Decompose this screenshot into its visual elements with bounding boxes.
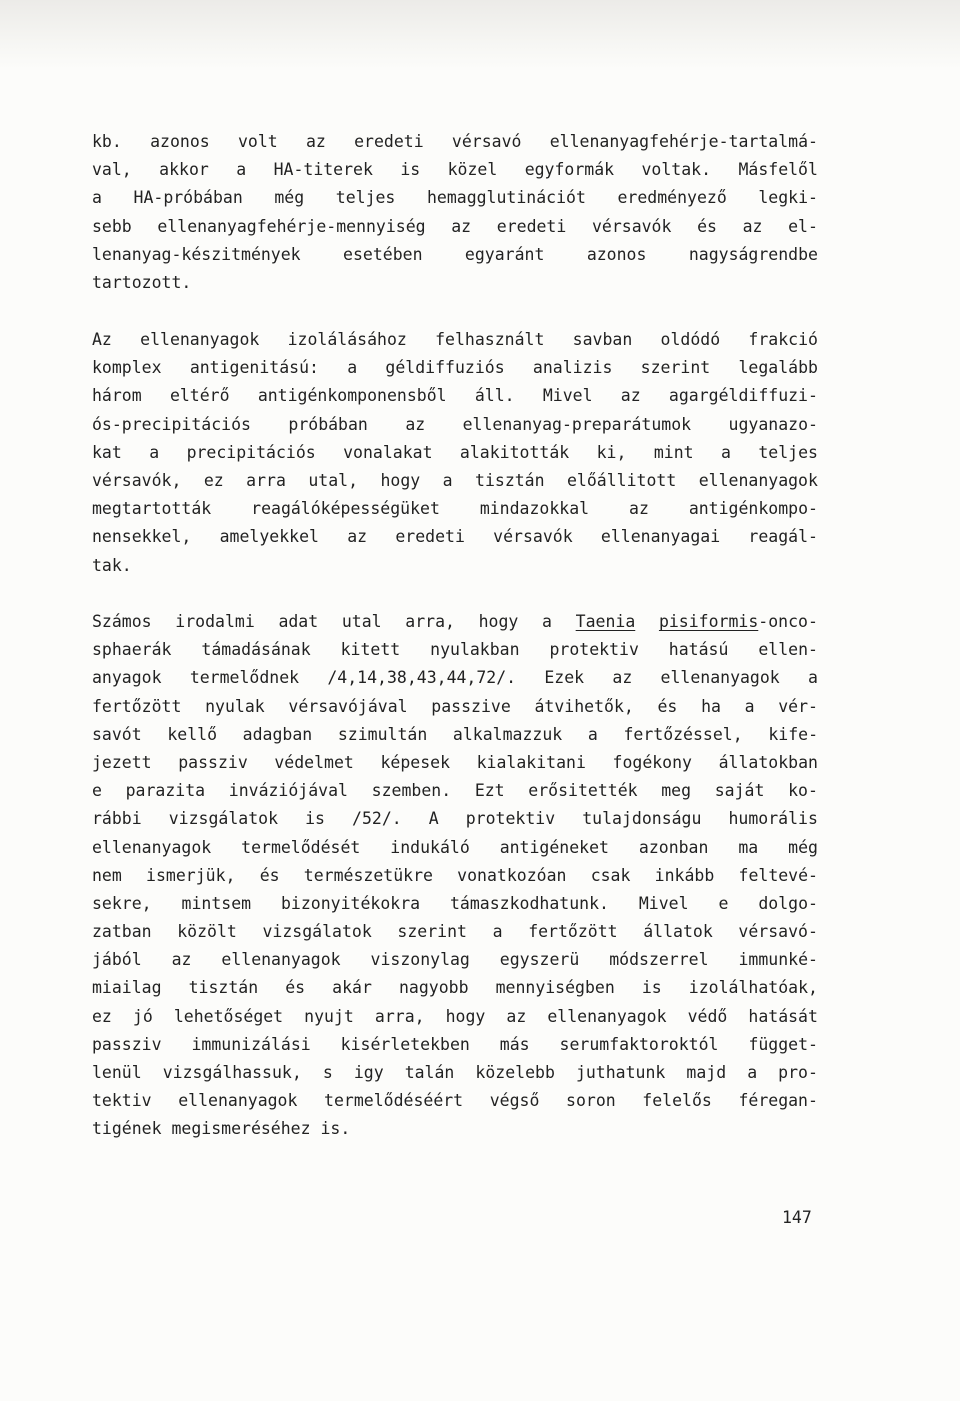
word: fertőzéssel,	[623, 724, 743, 744]
word: ellenanyagok	[660, 668, 780, 688]
text-line	[92, 862, 818, 890]
word: utal	[341, 612, 382, 631]
text-line: tartozott.	[92, 272, 192, 292]
word: sebb	[92, 216, 132, 236]
text-line	[92, 354, 818, 382]
word: ha	[701, 696, 721, 716]
word: talán	[404, 1063, 455, 1082]
word: az	[742, 216, 763, 236]
text-line	[92, 974, 818, 1002]
word: szemben.	[371, 781, 452, 801]
word: reagálóképességüket	[251, 499, 440, 519]
word: a	[492, 922, 503, 942]
word: egyszerü	[499, 950, 580, 970]
word: jezett	[92, 752, 152, 772]
word: és	[259, 865, 280, 885]
word: és	[697, 216, 717, 236]
word: jából	[92, 950, 142, 970]
word: ki,	[596, 442, 627, 462]
word: zatban	[92, 922, 152, 942]
word: csak	[590, 865, 631, 885]
word: adagban	[242, 724, 313, 744]
word: függet-	[748, 1034, 818, 1054]
word: termelődéséért	[324, 1091, 464, 1111]
word: megtartották	[92, 499, 212, 519]
word: utal,	[308, 470, 359, 490]
word: tisztán	[188, 978, 259, 998]
word: frakció	[748, 330, 818, 349]
word: precipitációs	[186, 442, 316, 462]
text-line	[92, 523, 818, 551]
word: ellenanyagfehérje-tartalmá-	[549, 132, 818, 151]
word: az	[451, 216, 472, 236]
word: végső	[489, 1091, 540, 1111]
underlined-term: Taenia	[575, 612, 636, 631]
word: a	[720, 442, 731, 462]
word: közelebb	[475, 1063, 555, 1082]
word: jó	[132, 1006, 153, 1026]
word: a	[92, 188, 102, 208]
word: sphaerák	[92, 640, 172, 660]
word: felelős	[642, 1091, 712, 1111]
text-line	[92, 467, 818, 495]
word: eredeti	[354, 132, 424, 151]
word: ez	[203, 470, 224, 490]
word: három	[92, 386, 142, 406]
word: savót	[92, 724, 142, 744]
word: mint	[653, 442, 694, 462]
word: Számos	[92, 612, 152, 631]
word: miailag	[92, 978, 162, 998]
word: is	[641, 978, 662, 998]
text-line	[92, 439, 818, 467]
word: erősitették	[528, 781, 638, 801]
word: izolálásához	[287, 330, 407, 349]
word: az	[612, 668, 633, 688]
word: indukáló	[390, 837, 470, 857]
word: immunizálási	[191, 1034, 311, 1054]
word: Az	[92, 330, 112, 349]
scan-top-shadow	[0, 0, 960, 70]
word: is	[305, 809, 325, 829]
word: HA-titerek	[273, 160, 373, 180]
text-line	[92, 890, 818, 918]
word: HA-próbában	[133, 188, 243, 208]
word: a	[236, 160, 247, 180]
word: arra,	[405, 612, 455, 631]
word: a	[747, 1063, 758, 1082]
word: ellenanyag-preparátumok	[462, 414, 692, 434]
word: szimultán	[337, 724, 428, 744]
word: izolálhatóak,	[688, 978, 818, 998]
text-line	[92, 693, 818, 721]
word: szerint	[397, 922, 467, 942]
word: vonatkozóan	[457, 865, 567, 885]
text-line	[92, 1003, 818, 1031]
word: vérsavók	[591, 216, 672, 236]
word: kat	[92, 442, 122, 462]
word: fertőzött	[92, 696, 182, 716]
word: kife-	[768, 724, 818, 744]
word: és	[285, 978, 306, 998]
word: nagyságrendbe	[688, 244, 818, 264]
text-line	[92, 946, 818, 974]
word: dolgo-	[758, 893, 818, 913]
word: eltérő	[169, 386, 230, 406]
word: passziv	[92, 1034, 162, 1054]
text-line	[92, 834, 818, 862]
word: arra	[246, 470, 286, 490]
word: még	[788, 837, 818, 857]
word: a	[442, 470, 453, 490]
paragraph-3	[92, 608, 818, 1144]
word: vér-	[778, 696, 818, 716]
text-line	[92, 382, 818, 410]
word: nem	[92, 865, 122, 885]
text-line: tigének megismeréséhez is.	[92, 1119, 351, 1139]
word: nyujt	[304, 1006, 354, 1026]
word: akkor	[159, 160, 209, 180]
word: előállitott	[567, 470, 677, 490]
word: ellenanyagok	[698, 470, 818, 490]
word: nyulakban	[430, 640, 520, 660]
paragraph-2	[92, 326, 818, 580]
word: hatású	[668, 640, 729, 660]
word: antigénkomponensből	[257, 386, 447, 406]
word: kialakitani	[476, 752, 586, 772]
word: ellenanyagok	[92, 837, 212, 857]
word: eredeti	[395, 527, 465, 547]
word: hogy	[445, 1006, 486, 1026]
word: e	[718, 893, 729, 913]
word: eredeti	[496, 216, 567, 236]
word: anyagok	[92, 668, 162, 688]
word: állatok	[643, 922, 713, 942]
word: ellenanyagok	[140, 330, 260, 349]
word: /52/.	[352, 809, 402, 829]
word: majd	[686, 1063, 727, 1082]
word: viszonylag	[370, 950, 470, 970]
word: tisztán	[475, 470, 545, 490]
word: Ezek	[544, 668, 585, 688]
word: az	[171, 950, 192, 970]
word: támaszkodhatunk.	[450, 893, 609, 913]
word: hogy	[478, 612, 519, 631]
text-line	[92, 128, 818, 156]
text-line	[92, 411, 818, 439]
word: közölt	[177, 922, 237, 942]
word: próbában	[288, 414, 368, 434]
word: antigenitású:	[189, 358, 319, 378]
word: az	[405, 414, 426, 434]
word: sekre,	[92, 893, 152, 913]
word: parazita	[125, 781, 206, 801]
word: reagál-	[748, 527, 818, 547]
word: Mivel	[542, 386, 593, 406]
word: irodalmi	[175, 612, 255, 631]
word: savban	[572, 330, 633, 349]
text-line	[92, 156, 818, 184]
word: vérsavójával	[288, 696, 408, 716]
word: meg	[661, 781, 692, 801]
word: antigéneket	[499, 837, 609, 857]
word: átvihetők,	[534, 696, 634, 716]
word: A	[428, 809, 439, 829]
word: az	[620, 386, 641, 406]
word: alkalmazzuk	[452, 724, 563, 744]
word: a	[587, 724, 598, 744]
word: lehetőséget	[173, 1006, 284, 1026]
word: nensekkel,	[92, 527, 192, 547]
word: módszerrel	[609, 950, 709, 970]
word: analizis	[532, 358, 613, 378]
word: ma	[738, 837, 759, 857]
word: vizsgálatok	[262, 922, 372, 942]
word: közel	[447, 160, 498, 180]
word: saját	[714, 781, 765, 801]
word: az	[347, 527, 368, 547]
word: tulajdonságu	[582, 809, 702, 829]
word: Mivel	[638, 893, 689, 913]
word: el-	[788, 216, 818, 236]
word: az	[629, 499, 649, 519]
word: inkább	[654, 865, 715, 885]
word: protektiv	[549, 640, 639, 660]
word: lenanyag-készitmények	[92, 244, 301, 264]
text-line	[92, 184, 818, 212]
word	[576, 608, 636, 636]
word: arra,	[374, 1006, 425, 1026]
word: inváziójával	[228, 781, 348, 801]
text-line	[92, 777, 818, 805]
word: ez	[92, 1006, 112, 1026]
word: immunké-	[738, 950, 818, 970]
word: felhasznált	[435, 330, 545, 349]
text-line	[92, 1059, 818, 1087]
word: agargéldiffuzi-	[668, 386, 818, 406]
word: s	[322, 1063, 333, 1082]
word: protektiv	[465, 809, 556, 829]
word: a	[542, 612, 552, 631]
word: védelmet	[274, 752, 354, 772]
word: /4,14,38,43,44,72/.	[327, 668, 517, 688]
word: soron	[566, 1091, 616, 1111]
word: voltak.	[641, 160, 712, 180]
word: feltevé-	[738, 865, 818, 885]
word: ugyanazo-	[728, 414, 818, 434]
word: vizsgálatok	[168, 809, 279, 829]
text-line	[92, 1087, 818, 1115]
text-line	[92, 636, 818, 664]
word: ismerjük,	[146, 865, 236, 885]
word: komplex	[92, 358, 162, 378]
word: természetükre	[303, 865, 433, 885]
word: azonos	[150, 132, 210, 151]
word: hatását	[748, 1006, 818, 1026]
word: Másfelől	[738, 160, 818, 180]
word: is	[400, 160, 421, 180]
word: ellen-	[758, 640, 818, 660]
word: adat	[278, 612, 319, 631]
word: esetében	[343, 244, 423, 264]
word: vérsavó-	[738, 922, 818, 942]
word: teljes	[758, 442, 818, 462]
word: kb.	[92, 132, 122, 151]
word: lenül	[92, 1063, 142, 1082]
word: termelődnek	[189, 668, 300, 688]
word: ellenanyagok	[178, 1091, 298, 1111]
word: és	[657, 696, 678, 716]
word: más	[499, 1034, 530, 1054]
word: vérsavók,	[92, 470, 182, 490]
word: ellenanyagfehérje-mennyiség	[157, 216, 426, 236]
page-number: 147	[782, 1208, 812, 1227]
text-line	[92, 805, 818, 833]
word: pisiformis-onco-	[658, 612, 818, 631]
word: a	[149, 442, 160, 462]
text-line: tak.	[92, 555, 132, 575]
word: állatokban	[718, 752, 818, 772]
word: kellő	[167, 724, 217, 744]
text-line	[92, 241, 818, 269]
word: legalább	[738, 358, 818, 378]
word: mintsem	[181, 893, 252, 913]
word: mindazokkal	[479, 499, 590, 519]
word: oldódó	[660, 330, 721, 349]
word: nagyobb	[398, 978, 469, 998]
word: volt	[237, 132, 278, 151]
word: az	[305, 132, 326, 151]
text-line	[92, 326, 818, 354]
word: az	[506, 1006, 527, 1026]
text-line	[92, 1031, 818, 1059]
word: a	[744, 696, 755, 716]
word: e	[92, 781, 102, 801]
word: kisérletekben	[340, 1034, 470, 1054]
text-line	[92, 495, 818, 523]
word: antigénkompo-	[688, 499, 818, 519]
word: vonalakat	[343, 442, 433, 462]
word: azonban	[638, 837, 709, 857]
word: rábbi	[92, 809, 142, 829]
word: legki-	[758, 188, 818, 208]
word: géldiffuziós	[385, 358, 505, 378]
word: vérsavók	[493, 527, 573, 547]
word: ellenanyagok	[547, 1006, 667, 1026]
word: tektiv	[92, 1091, 152, 1111]
word: igy	[353, 1063, 384, 1082]
word: akár	[332, 978, 372, 998]
word: egyformák	[524, 160, 615, 180]
word: ellenanyagai	[600, 527, 721, 547]
word: humorális	[728, 809, 818, 829]
word: kitett	[340, 640, 401, 660]
word: még	[274, 188, 305, 208]
text-line	[92, 608, 818, 636]
word: hogy	[380, 470, 421, 490]
word: féregan-	[738, 1091, 818, 1111]
word: hemagglutinációt	[426, 188, 586, 208]
paragraph-1	[92, 128, 818, 297]
text-line	[92, 749, 818, 777]
word: amelyekkel	[219, 527, 319, 547]
word: serumfaktoroktól	[559, 1034, 719, 1054]
word: nyulak	[205, 696, 265, 716]
word: eredményező	[617, 188, 727, 208]
underlined-term: pisiformis	[658, 612, 759, 631]
word: áll.	[474, 386, 515, 406]
text-line	[92, 664, 818, 692]
word: ko-	[788, 781, 818, 801]
word: teljes	[335, 188, 396, 208]
word: vérsavó	[451, 132, 522, 151]
text-line	[92, 721, 818, 749]
text-line	[92, 918, 818, 946]
word: alakitották	[459, 442, 570, 462]
word: ellenanyagok	[221, 950, 341, 970]
word: passziv	[178, 752, 248, 772]
word: mennyiségben	[495, 978, 615, 998]
text-line	[92, 213, 818, 241]
word: támadásának	[201, 640, 311, 660]
word: passzive	[431, 696, 511, 716]
word: val,	[92, 160, 132, 180]
word: egyaránt	[464, 244, 545, 264]
word: szerint	[640, 358, 711, 378]
word: termelődését	[241, 837, 361, 857]
word: azonos	[586, 244, 647, 264]
word: képesek	[380, 752, 451, 772]
word: vizsgálhassuk,	[162, 1063, 302, 1082]
word: bizonyitékokra	[281, 893, 421, 913]
word: a	[808, 668, 818, 688]
word: juthatunk	[575, 1063, 666, 1082]
word: fogékony	[612, 752, 692, 772]
word: pro-	[778, 1063, 818, 1082]
word: fertőzött	[528, 922, 618, 942]
word: ós-precipitációs	[92, 414, 251, 434]
word: védő	[687, 1006, 728, 1026]
word: Ezt	[474, 781, 505, 801]
word: a	[347, 358, 358, 378]
